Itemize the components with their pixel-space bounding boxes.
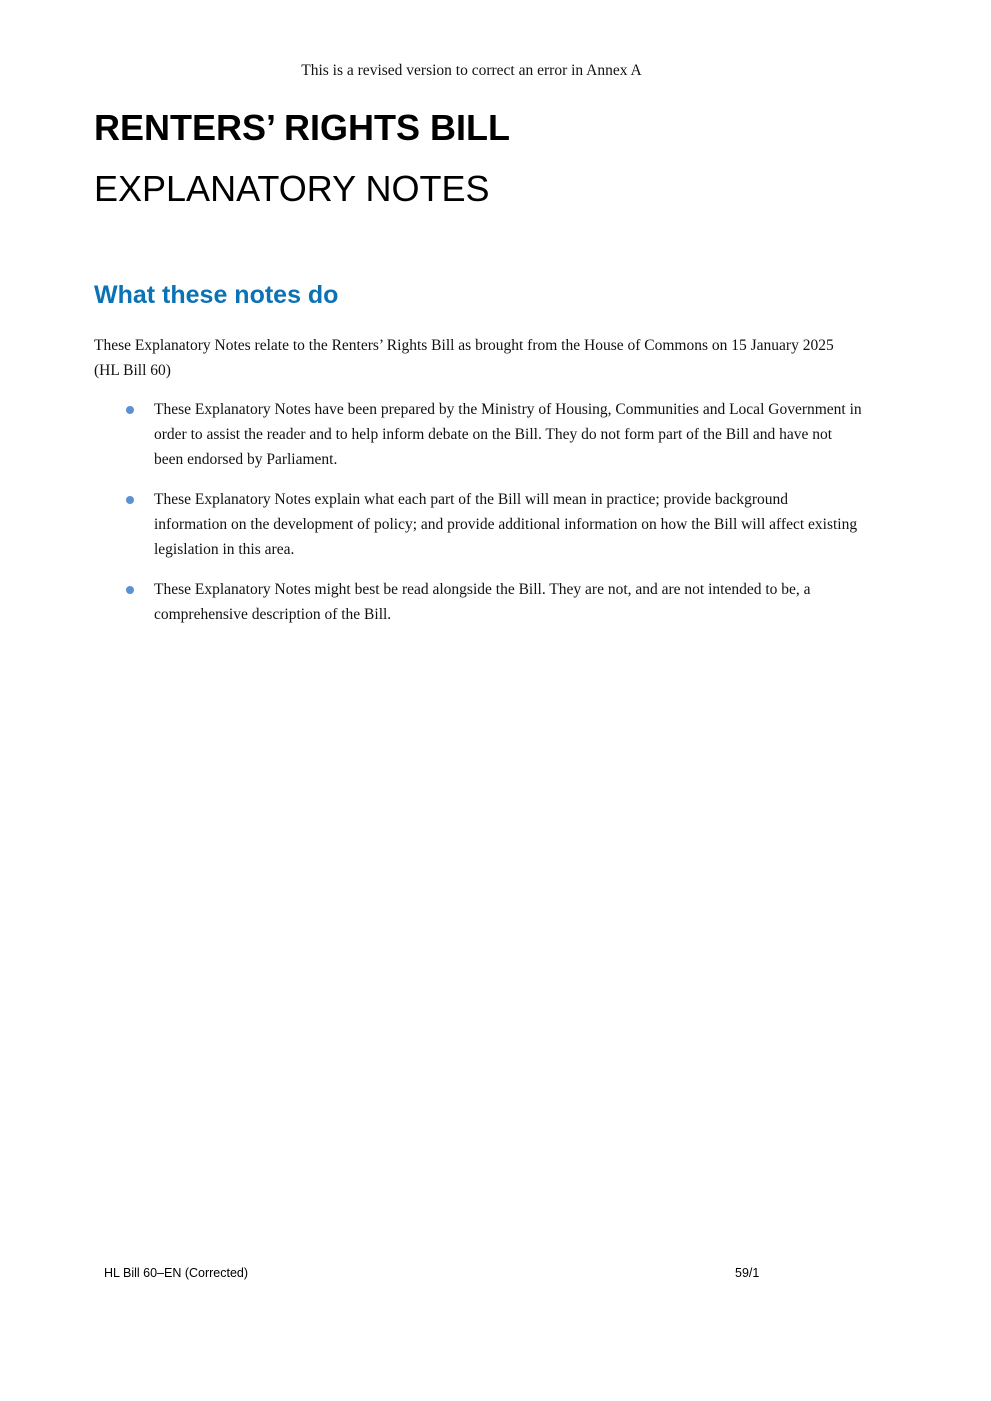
list-item-text: These Explanatory Notes explain what each part of the Bill will mean in practice; provide background information on the development of policy; and provide additional information on how the Bill will affect existing legislation in this area.	[154, 491, 858, 558]
list-item-text: These Explanatory Notes might best be read alongside the Bill. They are not, and are not intended to be, a comprehensive description of the Bill.	[154, 581, 811, 623]
bullet-icon	[126, 406, 134, 414]
list-item	[94, 397, 864, 472]
document-subtitle: EXPLANATORY NOTES	[94, 168, 490, 209]
revision-note: This is a revised version to correct an error in Annex A	[301, 62, 642, 79]
bill-title: RENTERS’ RIGHTS BILL	[94, 107, 511, 148]
list-item-text: These Explanatory Notes have been prepared by the Ministry of Housing, Communities and Local Government in order to assist the reader and to help inform debate on the Bill. They do not form part of the Bill and have not been endorsed by Parliament.	[154, 401, 862, 468]
intro-paragraph: These Explanatory Notes relate to the Renters’ Rights Bill as brought from the House of Commons on 15 January 2025 (HL Bill 60)	[94, 337, 834, 379]
list-item	[94, 487, 864, 562]
footer-page-number: 59/1	[735, 1266, 760, 1280]
footer-reference: HL Bill 60–EN (Corrected)	[104, 1266, 249, 1280]
bullet-icon	[126, 586, 134, 594]
list-item	[94, 577, 864, 627]
bullet-list	[94, 397, 864, 642]
bullet-icon	[126, 496, 134, 504]
section-heading: What these notes do	[94, 281, 339, 309]
